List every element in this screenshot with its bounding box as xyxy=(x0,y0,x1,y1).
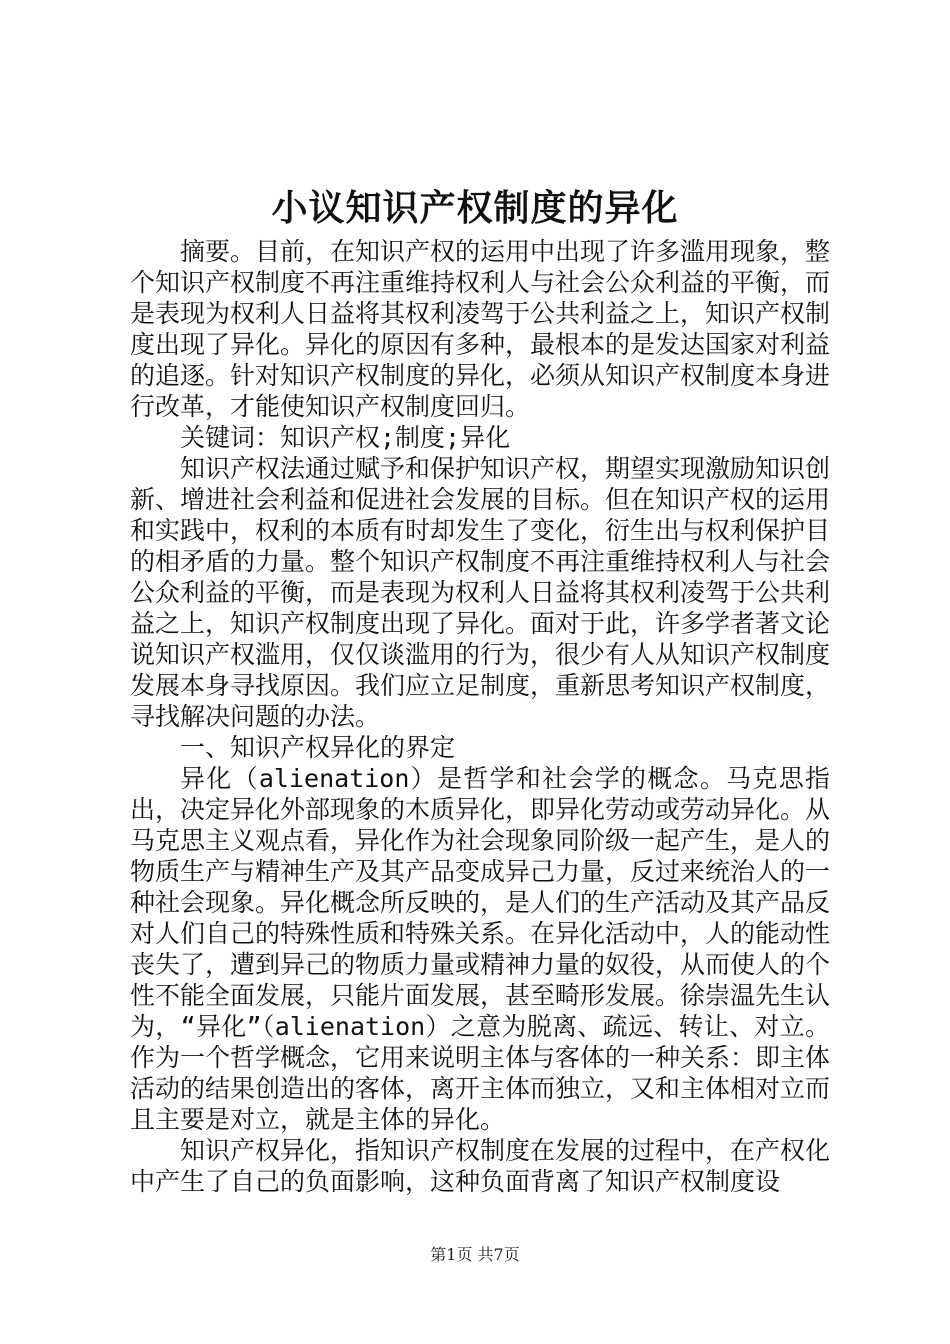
keywords-paragraph: 关键词：知识产权;制度;异化 xyxy=(180,423,511,452)
body-paragraph: 知识产权法通过赋予和保护知识产权，期望实现激励知识创新、增进社会利益和促进社会发展的目标。但在知识产权的运用和实践中，权利的本质有时却发生了变化，衍生出与权利保护目的相矛盾的力量。整个知识产权制度不再注重维持权利人与社会公众利益的平衡，而是表现为权利人日益将其权利凌驾于公共利益之上，知识产权制度出现了异化。面对于此，许多学者著文论说知识产权滥用，仅仅谈滥用的行为，很少有人从知识产权制度发展本身寻找原因。我们应立足制度，重新思考知识产权制度，寻找解决问题的办法。 xyxy=(130,454,831,731)
body-paragraph: 知识产权异化，指知识产权制度在发展的过程中，在产权化中产生了自己的负面影响，这种负面背离了知识产权制度设 xyxy=(130,1136,831,1196)
body-paragraph: 异化（alienation）是哲学和社会学的概念。马克思指出，决定异化外部现象的木质异化，即异化劳动或劳动异化。从马克思主义观点看，异化作为社会现象同阶级一起产生，是人的物质生产与精神生产及其产品变成异己力量，反过来统治人的一种社会现象。异化概念所反映的，是人们的生产活动及其产品反对人们自己的特殊性质和特殊关系。在异化活动中，人的能动性丧失了，遭到异己的物质力量或精神力量的奴役，从而使人的个性不能全面发展，只能片面发展，甚至畸形发展。徐崇温先生认为，“异化”（alienation）之意为脱离、疏远、转让、对立。作为一个哲学概念，它用来说明主体与客体的一种关系：即主体活动的结果创造出的客体，离开主体而独立，又和主体相对立而且主要是对立，就是主体的异化。 xyxy=(130,764,831,1134)
page-footer: 第1页 共7页 xyxy=(430,1245,520,1264)
abstract-paragraph: 摘要。目前，在知识产权的运用中出现了许多滥用现象，整个知识产权制度不再注重维持权利人与社会公众利益的平衡，而是表现为权利人日益将其权利凌驾于公共利益之上，知识产权制度出现了异化。异化的原因有多种，最根本的是发达国家对利益的追逐。针对知识产权制度的异化，必须从知识产权制度本身进行改革，才能使知识产权制度回归。 xyxy=(130,237,831,421)
document-body xyxy=(130,236,830,1197)
section-heading: 一、知识产权异化的界定 xyxy=(180,733,456,762)
document-title: 小议知识产权制度的异化 xyxy=(271,187,679,229)
